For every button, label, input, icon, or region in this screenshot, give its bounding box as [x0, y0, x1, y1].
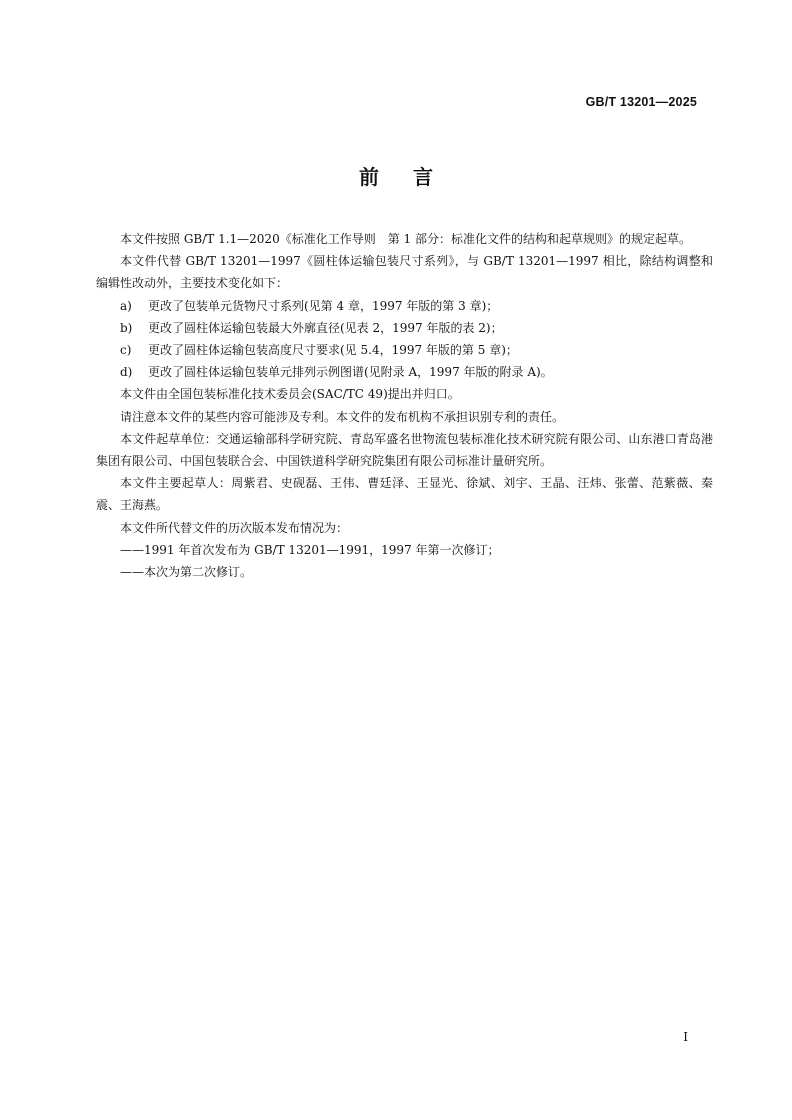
- page-number: I: [683, 1030, 688, 1044]
- paragraph-drafting-units: 本文件起草单位：交通运输部科学研究院、青岛军盛名世物流包装标准化技术研究院有限公司、山东港口青岛港集团有限公司、中国包装联合会、中国铁道科学研究院集团有限公司标准计量研究所。: [96, 431, 713, 469]
- page-title: 前言: [359, 165, 467, 189]
- paragraph-proposer: 本文件由全国包装标准化技术委员会(SAC/TC 49)提出并归口。: [120, 387, 460, 402]
- list-item-text: 更改了圆柱体运输包装单元排列示例图谱(见附录 A，1997 年版的附录 A)。: [148, 365, 553, 380]
- list-marker: b): [120, 320, 133, 335]
- history-item: ——本次为第二次修订。: [120, 565, 253, 580]
- paragraph-history-intro: 本文件所代替文件的历次版本发布情况为：: [120, 520, 349, 535]
- list-item-text: 更改了圆柱体运输包装高度尺寸要求(见 5.4，1997 年版的第 5 章)；: [148, 343, 518, 358]
- list-marker: a): [120, 298, 132, 313]
- list-item: [96, 339, 713, 361]
- list-item: [96, 317, 713, 339]
- list-item: [96, 361, 713, 383]
- standard-number: GB/T 13201—2025: [585, 95, 697, 109]
- list-item-text: 更改了包装单元货物尺寸系列(见第 4 章，1997 年版的第 3 章)；: [148, 298, 499, 313]
- paragraph-drafters: 本文件主要起草人：周紫君、史砚磊、王伟、曹廷泽、王显光、徐斌、刘宇、王晶、汪炜、张蕾、范紫薇、秦震、王海燕。: [96, 476, 713, 513]
- paragraph-drafting-basis: 本文件按照 GB/T 1.1—2020《标准化工作导则 第 1 部分：标准化文件的结构和起草规则》的规定起草。: [120, 232, 691, 246]
- history-item: ——1991 年首次发布为 GB/T 13201—1991，1997 年第一次修订；: [120, 542, 500, 557]
- paragraph-replacement: 本文件代替 GB/T 13201—1997《圆柱体运输包装尺寸系列》，与 GB/T 13201—1997 相比，除结构调整和编辑性改动外，主要技术变化如下：: [96, 254, 713, 291]
- list-marker: d): [120, 365, 133, 380]
- list-item: [96, 295, 713, 317]
- paragraph-patent-notice: 请注意本文件的某些内容可能涉及专利。本文件的发布机构不承担识别专利的责任。: [120, 409, 565, 424]
- list-marker: c): [120, 343, 132, 358]
- foreword-body: [96, 228, 713, 583]
- list-item-text: 更改了圆柱体运输包装最大外廓直径(见表 2，1997 年版的表 2)；: [148, 320, 503, 335]
